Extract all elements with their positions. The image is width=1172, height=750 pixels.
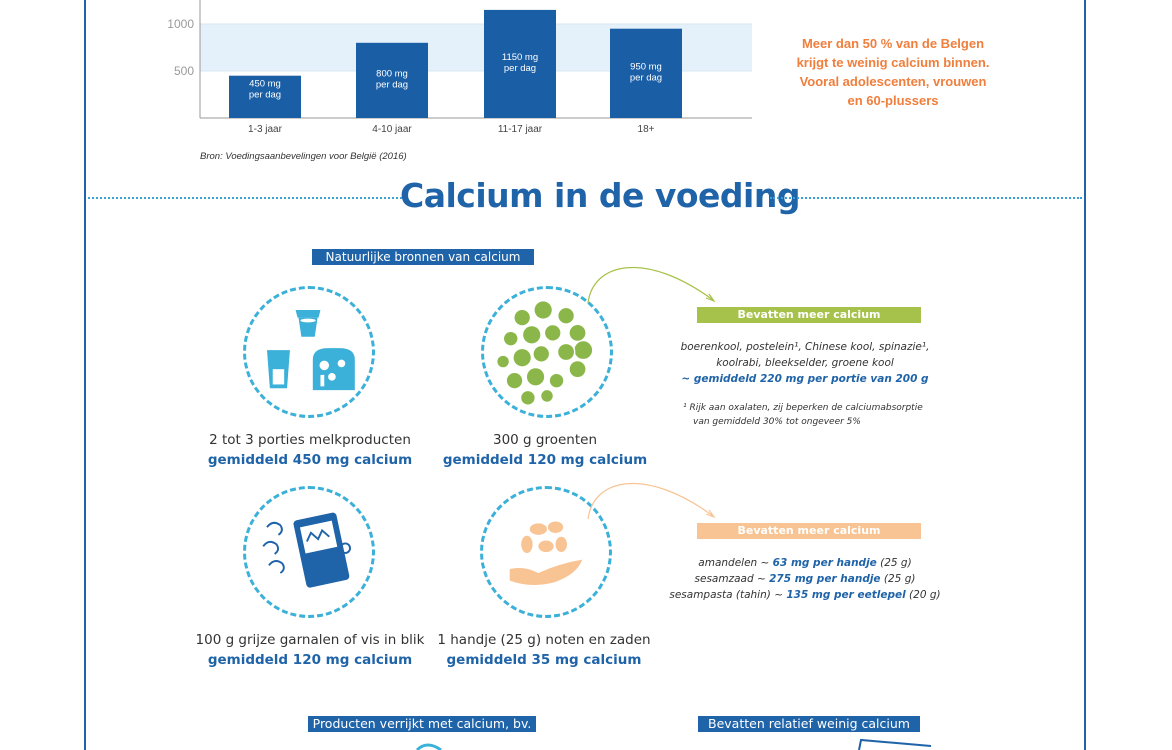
callout-line: Vooral adolescenten, vrouwen: [799, 74, 987, 89]
nuts-row: [660, 555, 950, 571]
nuts-row-value: 63 mg per handje: [772, 557, 877, 569]
callout-line: Meer dan 50 % van de Belgen: [801, 36, 985, 51]
shrimp-fish-caption: [180, 630, 440, 670]
frame-right-border: [1084, 0, 1086, 750]
frame-left-border: [84, 0, 86, 750]
dairy-caption: [180, 430, 440, 470]
nuts-row-name: amandelen ~: [698, 557, 773, 569]
y-tick-label: 1000: [167, 17, 194, 31]
dairy-portion: 2 tot 3 porties melkproducten: [209, 432, 411, 448]
vegetables-portion: 300 g groenten: [492, 432, 598, 448]
nuts-more-calcium-label: Bevatten meer calcium: [697, 523, 921, 539]
nuts-arrow: [585, 474, 720, 524]
veg-info-line: koolrabi, bleekselder, groene kool: [716, 357, 894, 369]
section-divider-right: [770, 197, 1082, 199]
dairy-circle: [243, 286, 375, 418]
nuts-row-name: sesampasta (tahin) ~: [669, 589, 787, 601]
nuts-row: [660, 571, 950, 587]
bar-data-label: per dag: [629, 72, 663, 84]
shrimp-fish-portion: 100 g grijze garnalen of vis in blik: [195, 632, 425, 648]
bar-data-label: 800 mg: [376, 68, 408, 80]
vegetables-calcium: gemiddeld 120 mg calcium: [442, 452, 648, 468]
nuts-row-portion: (25 g): [880, 573, 916, 585]
low-calcium-label: Bevatten relatief weinig calcium: [698, 716, 920, 732]
low-calcium-icon-top: [855, 738, 935, 750]
x-tick-label: 11-17 jaar: [497, 124, 543, 135]
natural-sources-label: Natuurlijke bronnen van calcium: [312, 249, 534, 265]
veg-footnote: [683, 401, 923, 429]
callout-line: en 60-plussers: [847, 93, 939, 108]
calcium-bar-chart: [150, 0, 770, 145]
dairy-icon: [246, 289, 372, 415]
bar-data-label: 450 mg: [249, 78, 281, 90]
shrimp-fish-can-icon: [246, 489, 372, 615]
y-tick-label: 500: [173, 64, 194, 78]
section-title: Calcium in de voeding: [400, 176, 800, 215]
bar-data-label: 950 mg: [630, 61, 662, 73]
nuts-row-portion: (20 g): [905, 589, 941, 601]
nuts-row-name: sesamzaad ~: [694, 573, 770, 585]
nuts-caption: [414, 630, 674, 670]
callout-text: [778, 34, 1008, 110]
footnote-line: van gemiddeld 30% tot ongeveer 5%: [693, 417, 861, 427]
section-divider-left: [88, 197, 406, 199]
x-tick-label: 4-10 jaar: [372, 124, 412, 135]
nuts-row-portion: (25 g): [876, 557, 912, 569]
bar-data-label: per dag: [503, 62, 537, 74]
vegetables-caption: [415, 430, 675, 470]
nuts-info: [660, 555, 950, 603]
nuts-calcium: gemiddeld 35 mg calcium: [446, 652, 642, 668]
enriched-icon-top: [415, 742, 445, 750]
nuts-row: [660, 587, 950, 603]
x-tick-label: 1-3 jaar: [248, 124, 282, 135]
veg-more-calcium-label: Bevatten meer calcium: [697, 307, 921, 323]
callout-line: krijgt te weinig calcium binnen.: [796, 55, 990, 70]
dairy-calcium: gemiddeld 450 mg calcium: [207, 452, 413, 468]
bar-data-label: 1150 mg: [501, 51, 539, 63]
veg-info-average: ~ gemiddeld 220 mg per portie van 200 g: [681, 373, 929, 385]
footnote-line: ¹ Rijk aan oxalaten, zij beperken de calciumabsorptie: [683, 403, 923, 413]
shrimp-fish-circle: [243, 486, 375, 618]
shrimp-fish-calcium: gemiddeld 120 mg calcium: [207, 652, 413, 668]
bar-data-label: per dag: [248, 89, 282, 101]
veg-info: [660, 339, 950, 387]
nuts-row-value: 275 mg per handje: [769, 573, 881, 585]
chart-source: Bron: Voedingsaanbevelingen voor België (2016): [200, 151, 407, 162]
vegetables-arrow: [585, 258, 720, 308]
x-tick-label: 18+: [637, 124, 655, 135]
bar-data-label: per dag: [375, 79, 409, 91]
nuts-row-value: 135 mg per eetlepel: [786, 589, 906, 601]
enriched-products-label: Producten verrijkt met calcium, bv.: [308, 716, 536, 732]
nuts-portion: 1 handje (25 g) noten en zaden: [437, 632, 651, 648]
veg-info-line: boerenkool, postelein¹, Chinese kool, spinazie¹,: [680, 341, 930, 353]
